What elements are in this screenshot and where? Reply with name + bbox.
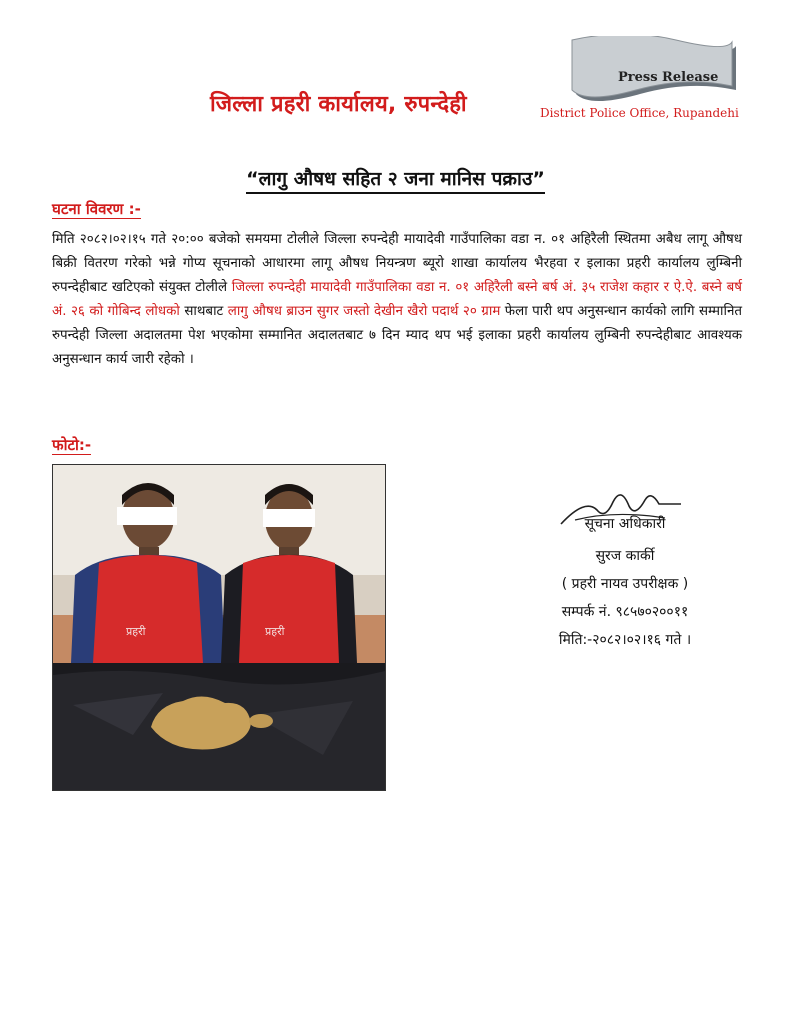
office-title-nepali: जिल्ला प्रहरी कार्यालय, रुपन्देही bbox=[210, 92, 467, 117]
office-title-english: District Police Office, Rupandehi bbox=[540, 106, 739, 120]
evidence-photo bbox=[52, 464, 386, 791]
incident-text-seized: लागु औषध ब्राउन सुगर जस्तो देखीन खैरो पदार्थ २० ग्राम bbox=[227, 304, 501, 319]
headline-text: “लागु औषध सहित २ जना मानिस पक्राउ” bbox=[246, 168, 545, 194]
signatory-role: सूचना अधिकारी bbox=[584, 516, 666, 532]
incident-text-accused: जिल्ला रुपन्देही मायादेवी गाउँपालिका वडा न. ०१ अहिरैली बस्ने बर्ष अं. ३५ राजेश कहार र ऐ.ऐ. बस्ने बर्ष अं. २६ को गोबिन्द लोधको bbox=[52, 280, 742, 319]
press-release-label: Press Release bbox=[618, 70, 719, 85]
incident-label: घटना विवरण :- bbox=[52, 200, 141, 218]
evidence-photo-illustration bbox=[53, 465, 385, 790]
signatory-rank: ( प्रहरी नायव उपरीक्षक ) bbox=[561, 576, 689, 592]
headline bbox=[0, 165, 791, 191]
vest-text-2: प्रहरी bbox=[265, 625, 285, 638]
vest-text-1: प्रहरी bbox=[126, 625, 146, 638]
signatory-date: मिति:-२०८२।०२।१६ गते । bbox=[558, 632, 692, 648]
photo-label: फोटो:- bbox=[52, 436, 92, 454]
signatory-name: सुरज कार्की bbox=[595, 548, 655, 564]
incident-body bbox=[52, 228, 742, 372]
incident-text-3: फेला पारी थप अनुसन्धान कार्यको लागि सम्मानित रुपन्देही जिल्ला अदालतमा पेश भएकोमा सम्मानित अदालतबाट ७ दिन म्याद थप भई इलाका प्रहरी कार्यालय लुम्बिनी रुपन्देहीबाट आवश्यक अनुसन्धान कार्य जारी रहेको । bbox=[52, 304, 743, 367]
incident-text-1: मिति २०८२।०२।१५ गते २०:०० बजेको समयमा टोलीले जिल्ला रुपन्देही मायादेवी गाउँपालिका वडा न. ०१ अहिरैली स्थितमा अबैध लागू औषध बिक्री वितरण गरेको भन्ने गोप्य सूचनाको आधारमा लागू औषध नियन्त्रण ब्यूरो शाखा कार्यालय भैरहवा र इलाका प्रहरी कार्यालय लुम्बिनी रुपन्देहीबाट खटिएको संयुक्त टोलीले bbox=[52, 232, 742, 295]
incident-text-2: साथबाट bbox=[179, 304, 228, 319]
signatory-contact: सम्पर्क नं. ९८५७०२००११ bbox=[561, 604, 689, 620]
